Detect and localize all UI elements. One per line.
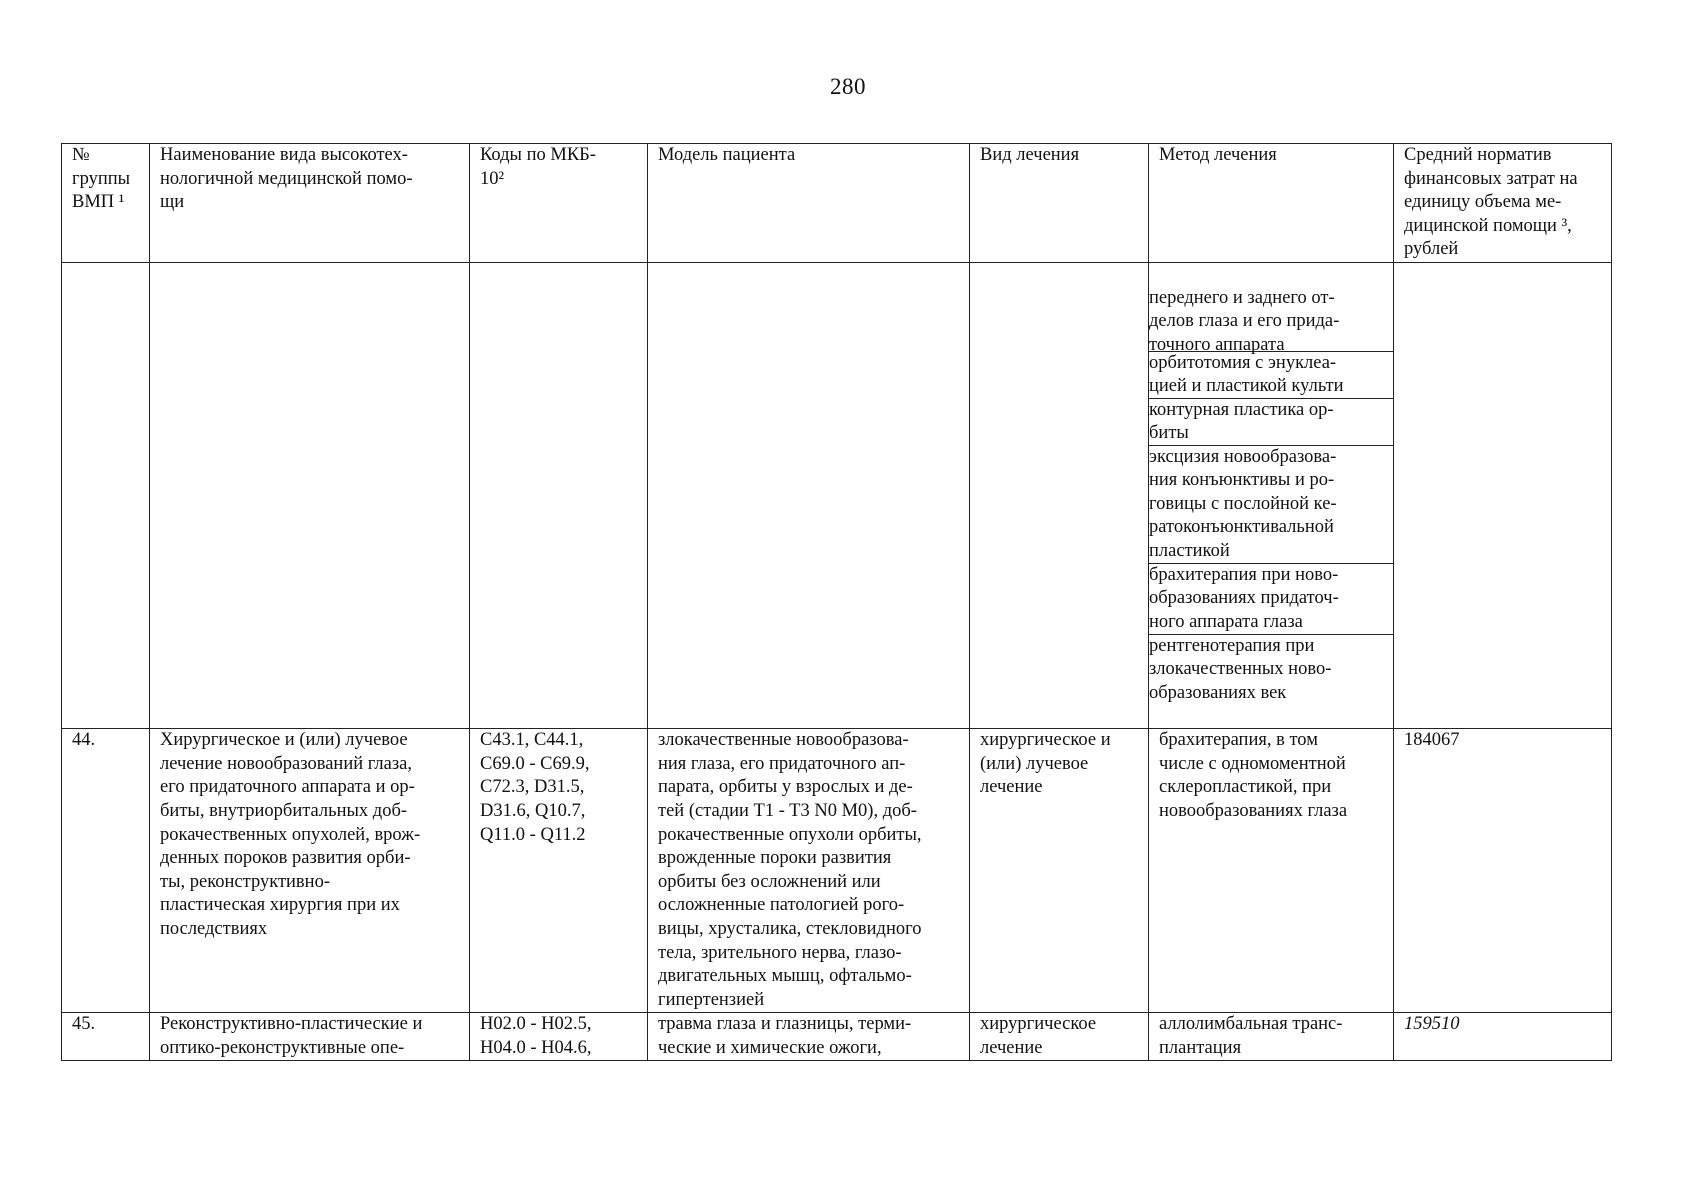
table-row xyxy=(62,1013,1612,1061)
method-list xyxy=(1149,287,1394,729)
cell-icd-codes: H02.0 - H02.5, H04.0 - H04.6, xyxy=(470,1013,648,1061)
vmp-table xyxy=(61,143,1612,1061)
cell-patient-model: злокачественные новообразова- ния глаза, его придаточного ап- парата, орбиты у взрослых и де- тей (стадии T1 - T3 N0 M0), доб- рокачественные опухоли орбиты, врожденные пороки развития орбиты без осложнений или осложненные патологией рого- вицы, хрусталика, стекловидного тела, зрительного нерва, глазо- двигательных мышц, офтальмо- гипертензией xyxy=(648,729,970,1013)
table-row-continuation xyxy=(62,262,1612,728)
header-treatment-type: Вид лечения xyxy=(970,144,1149,263)
header-avg-cost: Средний норматив финансовых затрат на единицу объема ме- дицинской помощи ³, рублей xyxy=(1394,144,1612,263)
method-item: эксцизия новообразова- ния конъюнктивы и ро- говицы с послойной ке- ратоконъюнктивальной пластикой xyxy=(1149,446,1394,564)
cell-empty xyxy=(1394,262,1612,728)
header-patient-model: Модель пациента xyxy=(648,144,970,263)
cell-treatment-method: аллолимбальная транс- плантация xyxy=(1149,1013,1394,1061)
cell-empty xyxy=(62,262,150,728)
cell-method-list xyxy=(1149,262,1394,728)
table-row xyxy=(62,729,1612,1013)
cell-empty xyxy=(970,262,1149,728)
cell-treatment-method: брахитерапия, в том числе с одномоментной склеропластикой, при новообразованиях глаза xyxy=(1149,729,1394,1013)
page-number: 280 xyxy=(830,74,866,99)
cell-avg-cost: 159510 xyxy=(1394,1013,1612,1061)
cell-empty xyxy=(648,262,970,728)
cell-icd-codes: C43.1, C44.1, C69.0 - C69.9, C72.3, D31.5, D31.6, Q10.7, Q11.0 - Q11.2 xyxy=(470,729,648,1013)
method-item: переднего и заднего от- делов глаза и его прида- точного аппарата xyxy=(1149,287,1394,352)
cell-patient-model: травма глаза и глазницы, терми- ческие и химические ожоги, xyxy=(648,1013,970,1061)
cell-treatment-type: хирургическое лечение xyxy=(970,1013,1149,1061)
method-item: орбитотомия с энуклеа- цией и пластикой культи xyxy=(1149,352,1394,399)
cell-care-name: Реконструктивно-пластические и оптико-реконструктивные опе- xyxy=(150,1013,470,1061)
header-icd-codes: Коды по МКБ- 10² xyxy=(470,144,648,263)
cell-treatment-type: хирургическое и (или) лучевое лечение xyxy=(970,729,1149,1013)
method-item: рентгенотерапия при злокачественных ново- образованиях век xyxy=(1149,635,1332,703)
header-care-name: Наименование вида высокотех- нологичной медицинской помо- щи xyxy=(150,144,470,263)
cell-empty xyxy=(470,262,648,728)
header-row xyxy=(62,144,1612,263)
header-treatment-method: Метод лечения xyxy=(1149,144,1394,263)
method-item: контурная пластика ор- биты xyxy=(1149,399,1394,446)
header-group-no: № группы ВМП ¹ xyxy=(62,144,150,263)
cell-group-no: 44. xyxy=(62,729,150,1013)
cell-avg-cost: 184067 xyxy=(1394,729,1612,1013)
method-item: брахитерапия при ново- образованиях придаточ- ного аппарата глаза xyxy=(1149,564,1394,635)
cell-empty xyxy=(150,262,470,728)
cell-group-no: 45. xyxy=(62,1013,150,1061)
cell-care-name: Хирургическое и (или) лучевое лечение новообразований глаза, его придаточного аппарата и ор- биты, внутриорбитальных доб- рокачественных опухолей, врож- денных пороков развития орби- ты, реконструктивно- пластическая хирургия при их последствиях xyxy=(150,729,470,1013)
